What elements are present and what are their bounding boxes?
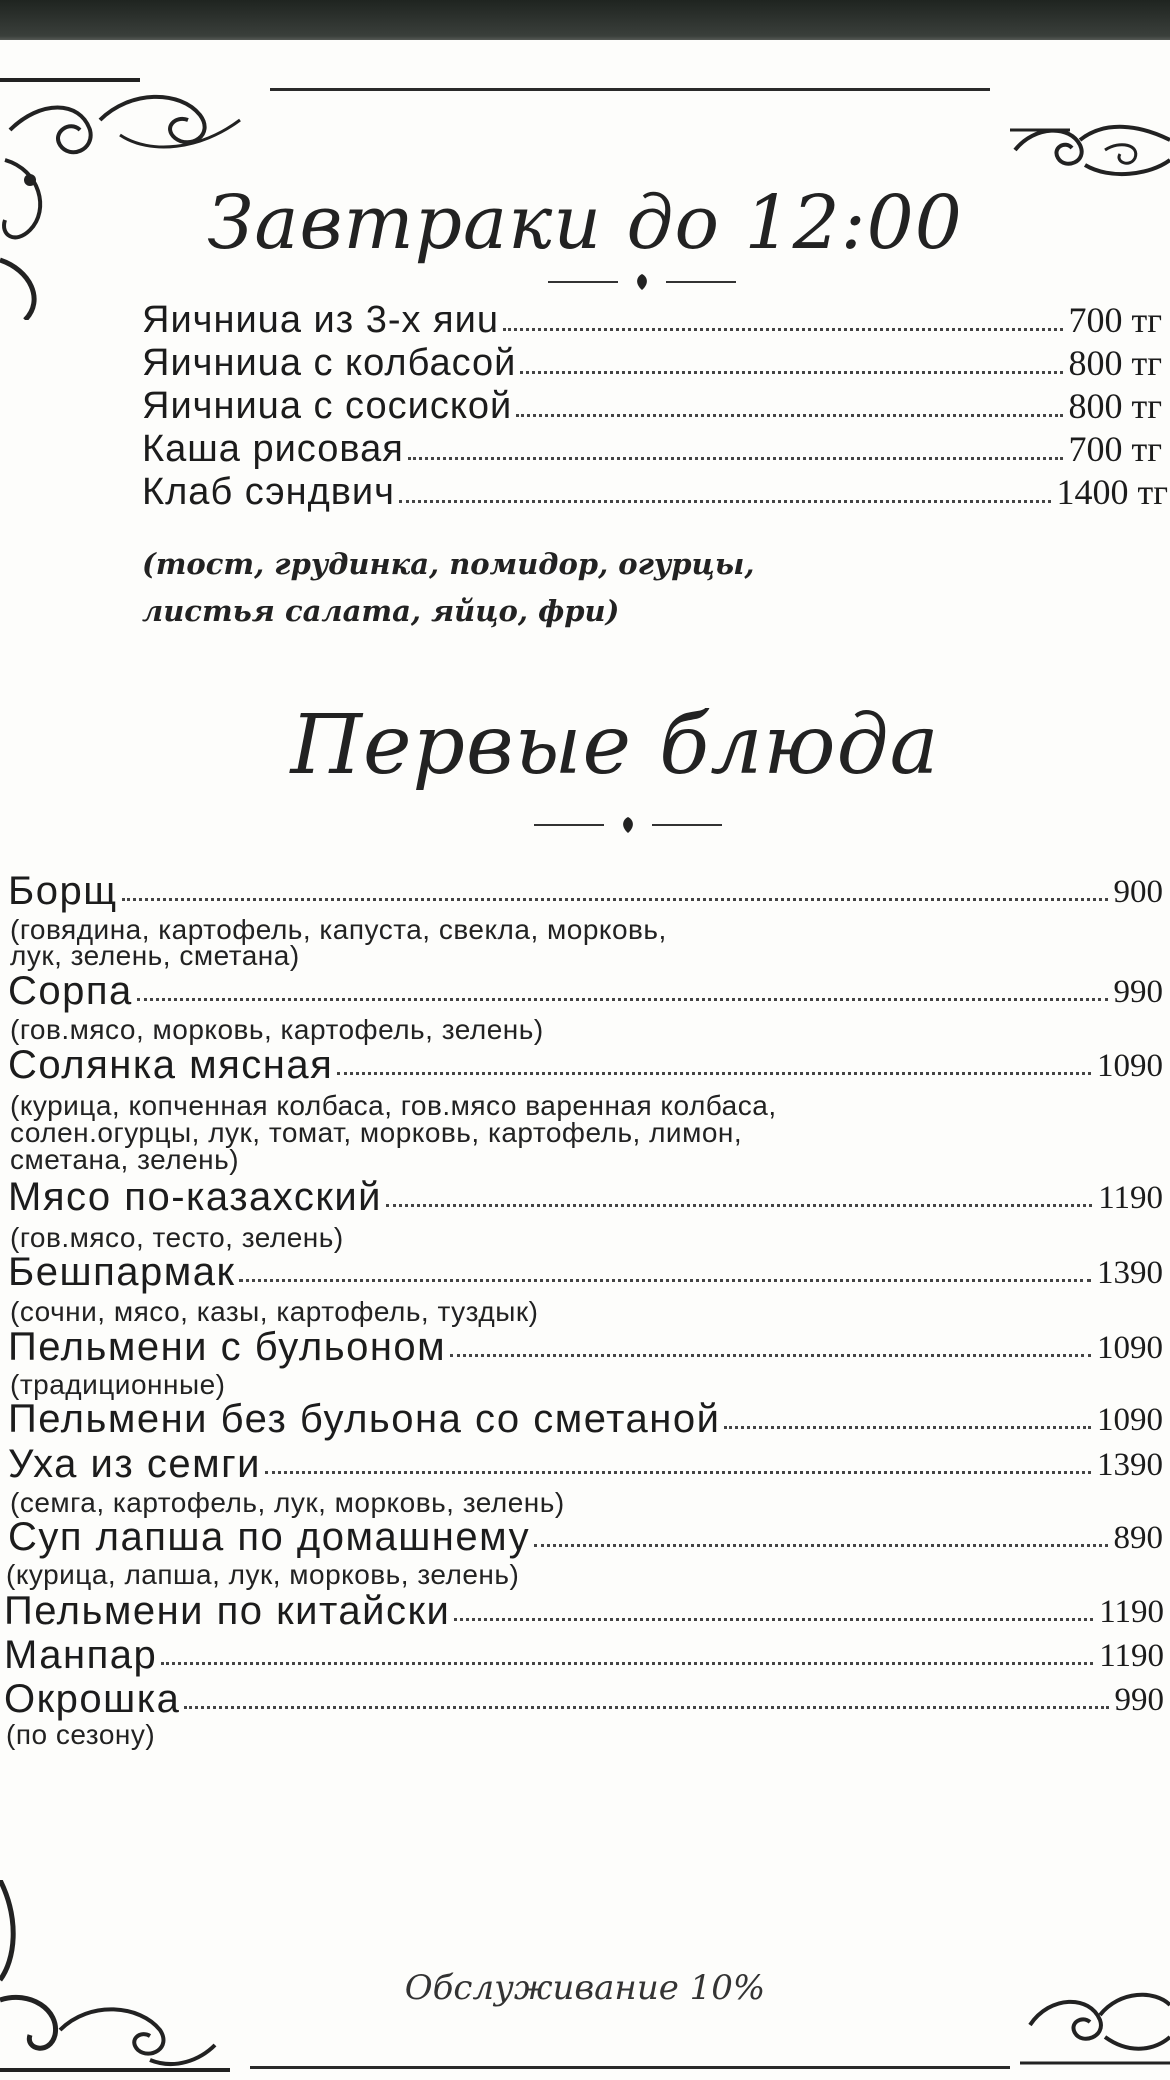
bottom-rule-line bbox=[250, 2066, 1010, 2069]
item-name: Пельмени без бульона со сметаной bbox=[8, 1397, 721, 1441]
menu-item bbox=[142, 300, 1162, 340]
item-description: (сочни, мясо, казы, картофель, туздык) bbox=[10, 1296, 539, 1327]
menu-item bbox=[142, 429, 1162, 469]
item-price: 1390 bbox=[1097, 1447, 1163, 1483]
leader-dots bbox=[399, 500, 1051, 503]
service-charge-note: Обслуживание 10% bbox=[404, 1968, 766, 2008]
leader-dots bbox=[184, 1706, 1108, 1709]
menu-item bbox=[8, 969, 1163, 1013]
item-name: Пельмени с бульоном bbox=[8, 1325, 447, 1369]
item-price: 800 тг bbox=[1068, 343, 1162, 383]
item-name: Окрошка bbox=[4, 1677, 181, 1721]
item-description: (гов.мясо, морковь, картофель, зелень) bbox=[10, 1014, 544, 1045]
item-name: Мясо по-казахский bbox=[8, 1175, 383, 1219]
item-price: 1190 bbox=[1098, 1180, 1163, 1216]
item-name: Яичниuа с сосиской bbox=[142, 385, 513, 427]
leader-dots bbox=[450, 1354, 1091, 1357]
menu-item bbox=[4, 1589, 1164, 1633]
first-courses-divider bbox=[534, 815, 722, 835]
leader-dots bbox=[386, 1204, 1092, 1207]
menu-item bbox=[8, 1325, 1163, 1369]
item-price: 700 тг bbox=[1068, 300, 1162, 340]
top-rule-line bbox=[270, 88, 990, 91]
item-price: 1400 тг bbox=[1056, 472, 1168, 512]
divider-line bbox=[652, 824, 722, 826]
breakfast-title: Завтраки до 12:00 bbox=[207, 180, 963, 266]
menu-item bbox=[8, 1442, 1163, 1486]
menu-item bbox=[8, 1043, 1163, 1087]
item-description: (гов.мясо, тесто, зелень) bbox=[10, 1222, 344, 1253]
leader-dots bbox=[239, 1279, 1091, 1282]
item-description: (говядина, картофель, капуста, свекла, морковь, bbox=[10, 914, 667, 945]
menu-item bbox=[8, 1515, 1163, 1559]
item-name: Солянка мясная bbox=[8, 1043, 334, 1087]
divider-line bbox=[548, 281, 618, 283]
menu-item bbox=[8, 1250, 1163, 1294]
leader-dots bbox=[122, 898, 1108, 901]
menu-item bbox=[8, 1397, 1163, 1441]
item-name: Борщ bbox=[8, 869, 118, 913]
item-name: Сорпа bbox=[8, 969, 133, 1013]
item-price: 890 bbox=[1113, 1520, 1163, 1556]
item-name: Суп лапша по домашнему bbox=[8, 1515, 531, 1559]
divider-line bbox=[666, 281, 736, 283]
item-description: лук, зелень, сметана) bbox=[10, 940, 300, 971]
item-description: (тост, грудинка, помидор, огурцы, bbox=[142, 547, 755, 581]
item-name: Клаб сэндвич bbox=[142, 471, 395, 513]
item-name: Пельмени по китайски bbox=[4, 1589, 451, 1633]
item-description: (курица, копченная колбаса, гов.мясо варенная колбаса, bbox=[10, 1090, 777, 1121]
menu-item bbox=[8, 869, 1163, 913]
item-description: листья салата, яйцо, фри) bbox=[142, 594, 620, 628]
menu-item bbox=[4, 1677, 1164, 1721]
item-description: (курица, лапша, лук, морковь, зелень) bbox=[6, 1559, 520, 1590]
item-description: (семга, картофель, лук, морковь, зелень) bbox=[10, 1487, 565, 1518]
menu-item bbox=[142, 472, 1168, 512]
menu-item bbox=[8, 1175, 1163, 1219]
divider-line bbox=[534, 824, 604, 826]
item-description: сметана, зелень) bbox=[10, 1144, 240, 1175]
flourish-bottom-right-icon bbox=[1020, 1975, 1170, 2075]
leader-dots bbox=[520, 371, 1062, 374]
item-name: Манпар bbox=[4, 1633, 158, 1677]
item-price: 1090 bbox=[1097, 1402, 1163, 1438]
menu-item bbox=[142, 386, 1162, 426]
item-price: 1090 bbox=[1097, 1330, 1163, 1366]
leader-dots bbox=[724, 1426, 1091, 1429]
leader-dots bbox=[137, 998, 1108, 1001]
item-price: 900 bbox=[1113, 874, 1163, 910]
menu-item bbox=[142, 343, 1162, 383]
item-name: Яичниuа с колбасой bbox=[142, 342, 517, 384]
item-name: Яичниuа из 3-х яиu bbox=[142, 299, 499, 341]
first-courses-title: Первые блюда bbox=[290, 698, 940, 793]
item-description: (традиционные) bbox=[10, 1369, 226, 1400]
item-price: 800 тг bbox=[1068, 386, 1162, 426]
item-description: солен.огурцы, лук, томат, морковь, картофель, лимон, bbox=[10, 1117, 743, 1148]
leader-dots bbox=[516, 414, 1062, 417]
breakfast-divider bbox=[548, 272, 736, 292]
item-price: 1190 bbox=[1099, 1594, 1164, 1630]
item-name: Каша рисовая bbox=[142, 428, 404, 470]
item-name: Бешпармак bbox=[8, 1250, 236, 1294]
leader-dots bbox=[454, 1618, 1093, 1621]
item-price: 700 тг bbox=[1068, 429, 1162, 469]
item-price: 990 bbox=[1114, 1682, 1164, 1718]
item-price: 990 bbox=[1113, 974, 1163, 1010]
leader-dots bbox=[161, 1662, 1093, 1665]
leader-dots bbox=[408, 457, 1063, 460]
item-price: 1090 bbox=[1097, 1048, 1163, 1084]
leader-dots bbox=[503, 328, 1063, 331]
menu-item bbox=[4, 1633, 1164, 1677]
leaf-icon bbox=[632, 272, 652, 292]
leader-dots bbox=[337, 1072, 1091, 1075]
item-description: (по сезону) bbox=[6, 1719, 156, 1750]
item-price: 1390 bbox=[1097, 1255, 1163, 1291]
item-name: Уха из семги bbox=[8, 1442, 261, 1486]
item-price: 1190 bbox=[1099, 1638, 1164, 1674]
leader-dots bbox=[265, 1471, 1091, 1474]
leaf-icon bbox=[618, 815, 638, 835]
leader-dots bbox=[534, 1544, 1107, 1547]
